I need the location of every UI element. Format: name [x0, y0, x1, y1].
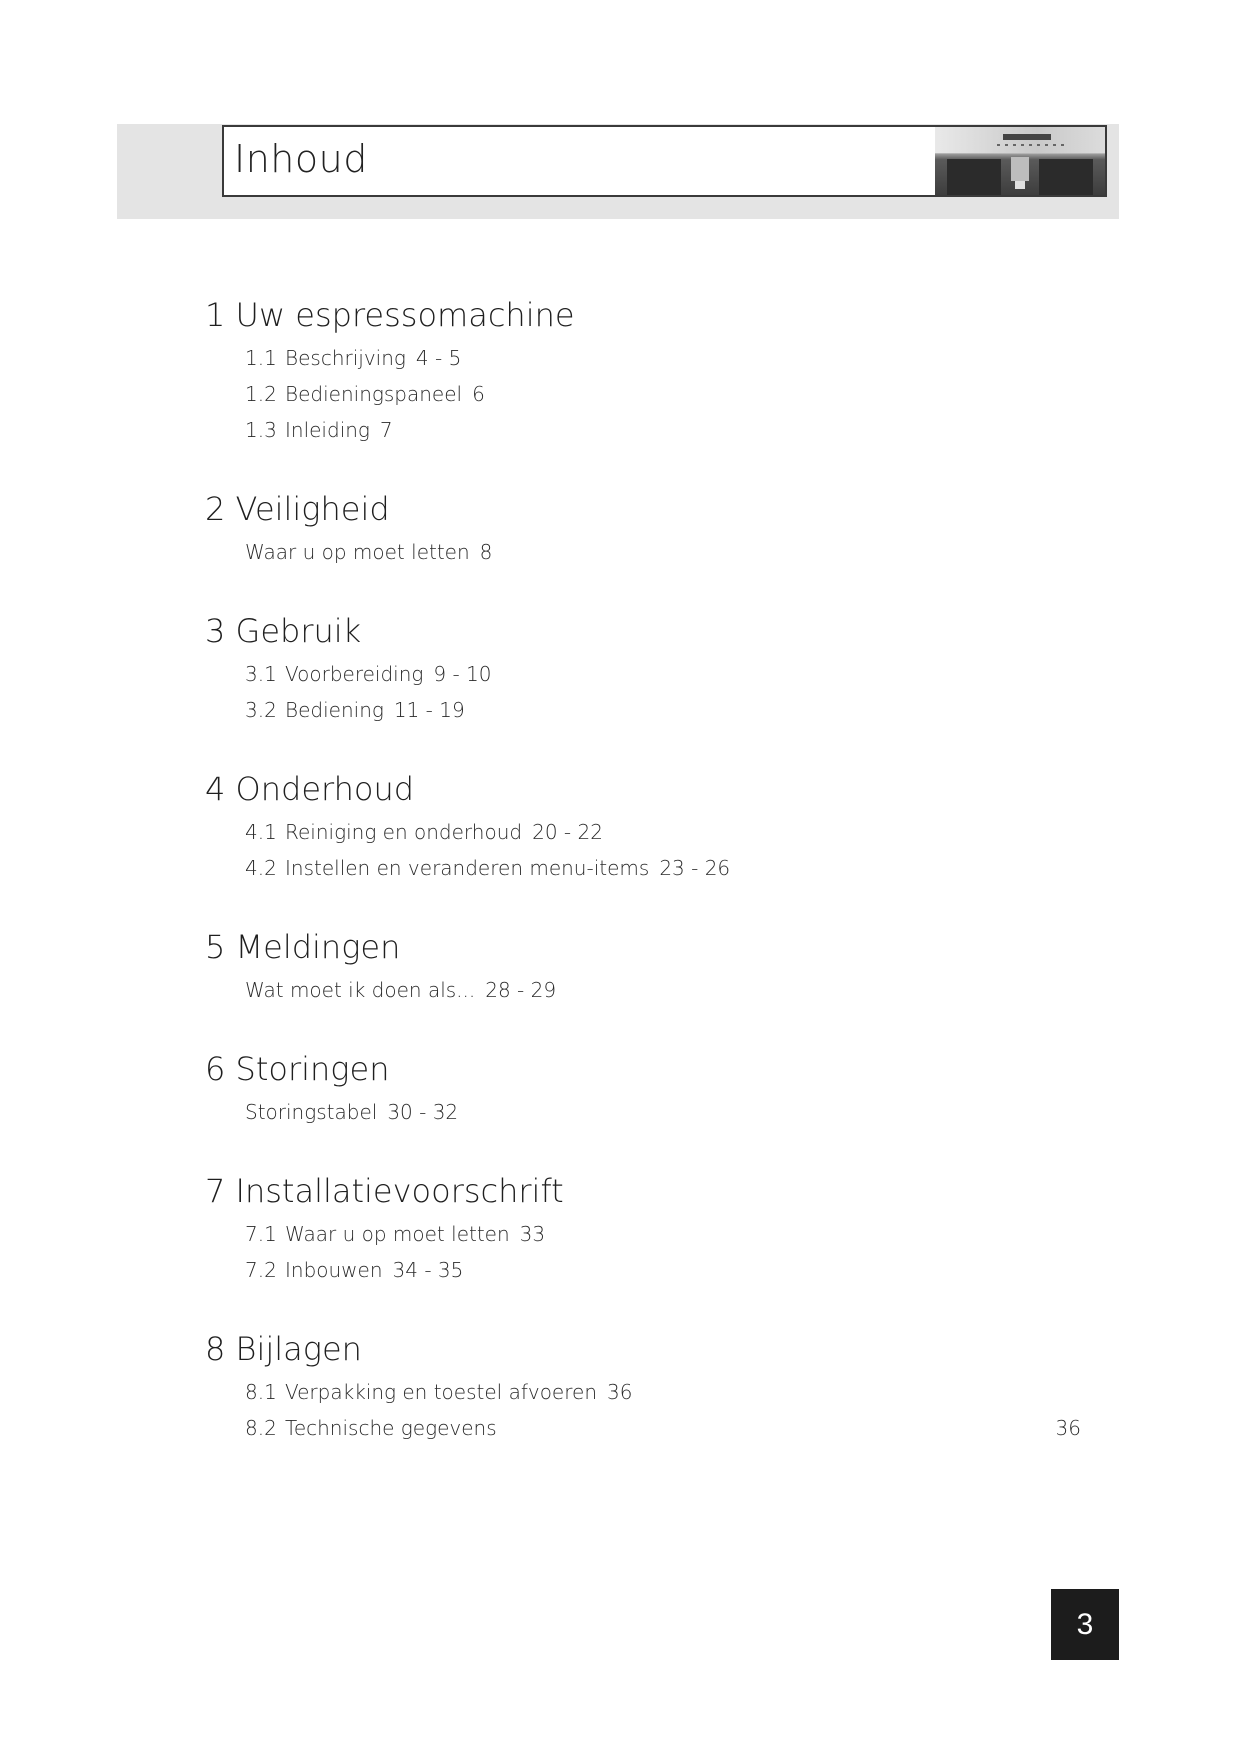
entry-label: Wat moet ik doen als... — [245, 978, 476, 1002]
section-gap — [205, 1008, 1085, 1044]
entry-label: Waar u op moet letten — [285, 1222, 510, 1246]
section-title: 6 Storingen — [205, 1050, 390, 1088]
entry-label: Bediening — [285, 698, 384, 722]
toc-section — [205, 922, 1085, 1008]
entry-number: 1.1 — [245, 346, 277, 370]
entry-page: 7 — [379, 418, 393, 442]
entry-page-right: 36 — [1055, 1416, 1081, 1440]
entry-label: Instellen en veranderen menu-items — [285, 856, 650, 880]
section-gap — [205, 728, 1085, 764]
entry-number: 1.3 — [245, 418, 277, 442]
entry-number: 7.1 — [245, 1222, 277, 1246]
title-box — [222, 125, 1107, 197]
section-title: 5 Meldingen — [205, 928, 401, 966]
entry-number: 8.2 — [245, 1416, 277, 1440]
entry-page: 28 - 29 — [485, 978, 557, 1002]
toc-section — [205, 1166, 1085, 1288]
entry-label: Bedieningspaneel — [285, 382, 463, 406]
entry-page: 11 - 19 — [393, 698, 465, 722]
toc-section — [205, 290, 1085, 448]
toc-section — [205, 484, 1085, 570]
entry-label: Inbouwen — [285, 1258, 383, 1282]
section-gap — [205, 1288, 1085, 1324]
entry-number: 3.2 — [245, 698, 277, 722]
entry-label: Inleiding — [285, 418, 370, 442]
toc-entry — [205, 340, 1085, 376]
entry-page: 23 - 26 — [659, 856, 731, 880]
toc-entry — [205, 1374, 1085, 1410]
toc-entry — [205, 1216, 1085, 1252]
toc-section — [205, 764, 1085, 886]
toc-entry — [205, 1094, 1085, 1130]
toc-entry — [205, 850, 1085, 886]
page-title: Inhoud — [234, 137, 368, 181]
entry-page: 6 — [472, 382, 485, 406]
section-title: 4 Onderhoud — [205, 770, 415, 808]
page-number: 3 — [1051, 1589, 1119, 1660]
toc-section — [205, 606, 1085, 728]
table-of-contents — [205, 290, 1085, 1446]
entry-page: 36 — [607, 1380, 633, 1404]
toc-entry — [205, 412, 1085, 448]
toc-entry — [205, 814, 1085, 850]
entry-number: 4.1 — [245, 820, 277, 844]
entry-page: 9 - 10 — [433, 662, 492, 686]
entry-label: Verpakking en toestel afvoeren — [285, 1380, 598, 1404]
entry-page: 20 - 22 — [532, 820, 603, 844]
toc-section — [205, 1324, 1085, 1446]
entry-label: Voorbereiding — [285, 662, 424, 686]
entry-page: 34 - 35 — [392, 1258, 464, 1282]
toc-entry — [205, 692, 1085, 728]
section-gap — [205, 886, 1085, 922]
entry-label: Reiniging en onderhoud — [285, 820, 523, 844]
toc-section — [205, 1044, 1085, 1130]
toc-entry — [205, 1410, 1085, 1446]
section-gap — [205, 570, 1085, 606]
entry-number: 1.2 — [245, 382, 277, 406]
section-title: 2 Veiligheid — [205, 490, 390, 528]
toc-entry — [205, 656, 1085, 692]
entry-number: 7.2 — [245, 1258, 277, 1282]
toc-entry — [205, 534, 1085, 570]
section-gap — [205, 1130, 1085, 1166]
entry-page: 30 - 32 — [387, 1100, 459, 1124]
entry-label: Storingstabel — [245, 1100, 378, 1124]
section-title: 7 Installatievoorschrift — [205, 1172, 564, 1210]
section-title: 8 Bijlagen — [205, 1330, 362, 1368]
entry-label: Waar u op moet letten — [245, 540, 470, 564]
section-gap — [205, 448, 1085, 484]
entry-number: 8.1 — [245, 1380, 277, 1404]
entry-page: 8 — [479, 540, 493, 564]
entry-label: Technische gegevens — [285, 1416, 497, 1440]
entry-number: 4.2 — [245, 856, 277, 880]
toc-entry — [205, 1252, 1085, 1288]
entry-page: 33 — [519, 1222, 546, 1246]
toc-entry — [205, 972, 1085, 1008]
toc-entry — [205, 376, 1085, 412]
section-title: 3 Gebruik — [205, 612, 362, 650]
entry-label: Beschrijving — [285, 346, 406, 370]
espresso-machine-image — [935, 127, 1105, 195]
entry-page: 4 - 5 — [415, 346, 462, 370]
section-title: 1 Uw espressomachine — [205, 296, 575, 334]
entry-number: 3.1 — [245, 662, 277, 686]
